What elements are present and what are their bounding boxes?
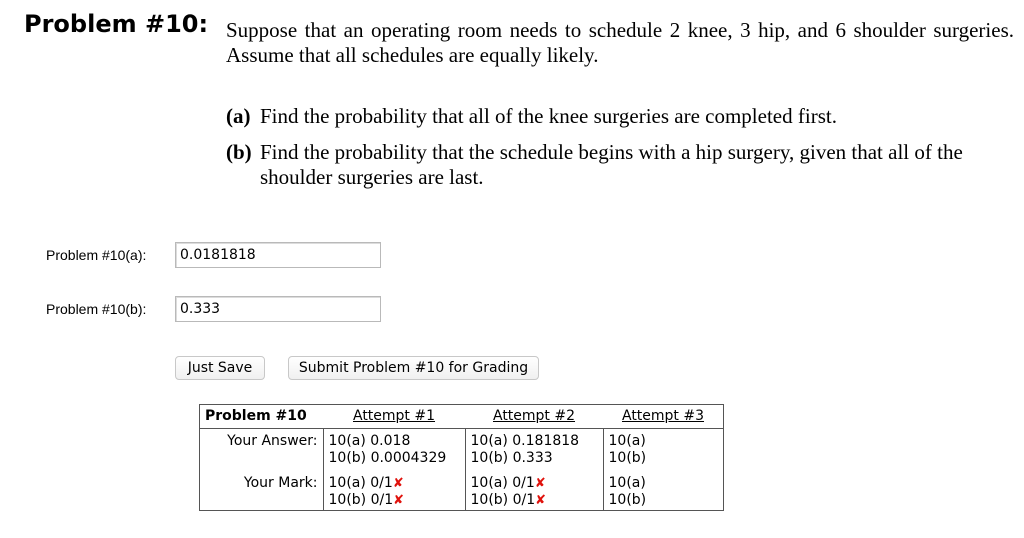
attempt-2-marks — [465, 474, 603, 511]
answer-a-label: Problem #10(a): — [46, 247, 147, 263]
cross-icon: ✘ — [534, 476, 546, 491]
your-mark-row — [200, 474, 724, 511]
answer-a-input[interactable]: 0.0181818 — [175, 242, 381, 268]
your-answer-label: Your Answer: — [227, 433, 318, 449]
attempt-1-answers — [323, 429, 465, 475]
attempt-2-mark-a-text: 10(a) 0/1 — [470, 475, 535, 491]
attempt-1-mark-a-text: 10(a) 0/1 — [328, 475, 393, 491]
attempt-2-mark-b — [471, 492, 598, 509]
attempt-2-answer-b: 10(b) 0.333 — [470, 450, 553, 466]
submit-for-grading-button[interactable]: Submit Problem #10 for Grading — [288, 356, 539, 380]
attempt-2-link[interactable]: Attempt #2 — [492, 408, 576, 424]
attempt-2-answers — [465, 429, 603, 475]
attempt-1-answer-b: 10(b) 0.0004329 — [328, 450, 447, 466]
attempt-1-mark-b — [329, 492, 460, 509]
attempt-3-header — [603, 405, 724, 429]
cross-icon: ✘ — [392, 476, 404, 491]
part-a — [226, 104, 1014, 129]
cross-icon: ✘ — [535, 493, 547, 508]
attempt-3-answer-a: 10(a) — [608, 433, 646, 449]
attempt-2-header — [465, 405, 603, 429]
part-b — [226, 140, 1014, 190]
attempt-3-link[interactable]: Attempt #3 — [621, 408, 705, 424]
your-answer-row — [200, 429, 724, 475]
cross-icon: ✘ — [393, 493, 405, 508]
problem-intro: Suppose that an operating room needs to schedule 2 knee, 3 hip, and 6 shoulder surgeries. Assume that all schedules are equally likely. — [226, 18, 1014, 67]
attempts-table — [199, 404, 724, 511]
attempt-1-link[interactable]: Attempt #1 — [352, 408, 436, 424]
attempt-3-mark-b: 10(b) — [608, 492, 647, 508]
just-save-button[interactable]: Just Save — [175, 356, 265, 380]
attempt-2-mark-b-text: 10(b) 0/1 — [470, 492, 536, 508]
attempts-table-title: Problem #10 — [200, 405, 324, 429]
attempt-1-marks — [323, 474, 465, 511]
your-mark-label: Your Mark: — [243, 475, 318, 491]
attempt-1-mark-b-text: 10(b) 0/1 — [328, 492, 394, 508]
problem-heading: Problem #10: — [24, 10, 209, 38]
attempt-3-answers — [603, 429, 724, 475]
attempts-header-row — [200, 405, 724, 429]
attempt-1-answer-a: 10(a) 0.018 — [328, 433, 411, 449]
attempt-1-header — [323, 405, 465, 429]
part-b-text: Find the probability that the schedule begins with a hip surgery, given that all of the shoulder surgeries are last. — [260, 140, 963, 189]
part-a-label: (a) — [226, 104, 251, 128]
attempt-3-answer-b: 10(b) — [608, 450, 647, 466]
attempt-3-mark-a: 10(a) — [608, 475, 646, 491]
attempt-1-mark-a — [329, 475, 460, 492]
part-a-text: Find the probability that all of the knee surgeries are completed first. — [260, 104, 837, 128]
part-b-label: (b) — [226, 140, 252, 164]
answer-b-input[interactable]: 0.333 — [175, 296, 381, 322]
attempt-2-mark-a — [471, 475, 598, 492]
attempt-2-answer-a: 10(a) 0.181818 — [470, 433, 580, 449]
answer-b-label: Problem #10(b): — [46, 301, 147, 317]
attempt-3-marks — [603, 474, 724, 511]
